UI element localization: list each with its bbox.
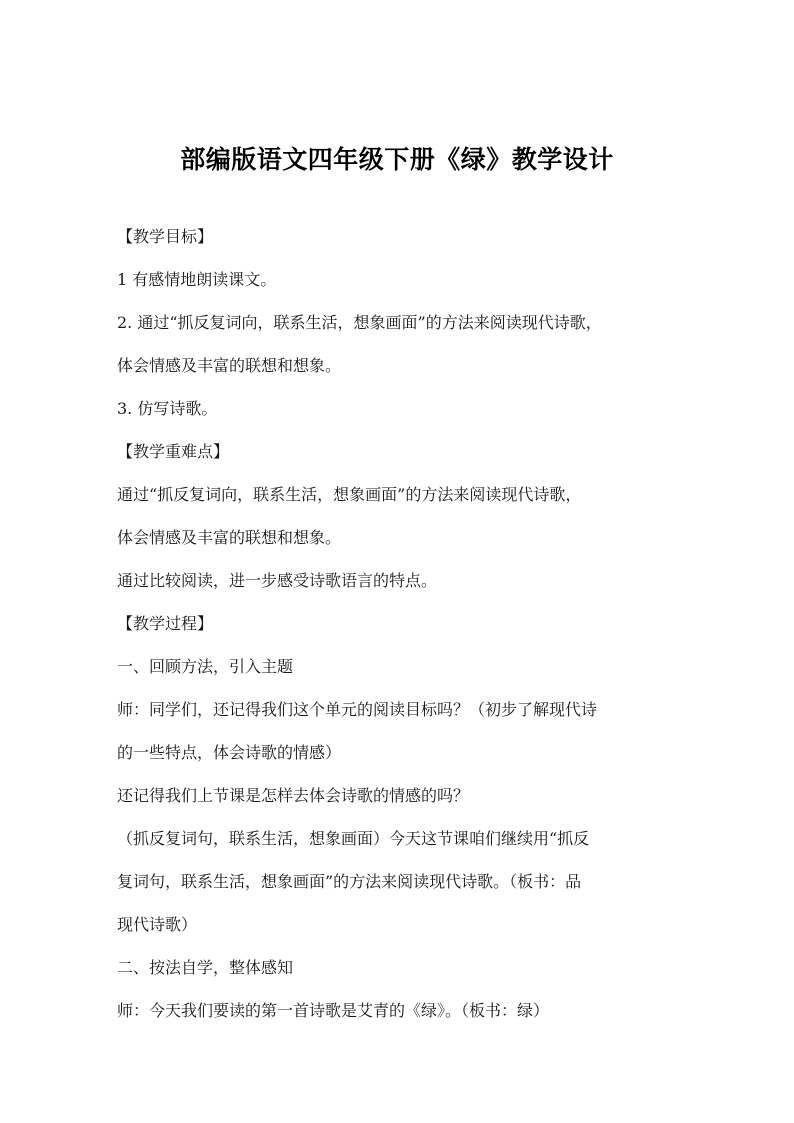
process-step-1-heading: 一、回顾方法，引入主题 bbox=[117, 657, 294, 676]
section-heading-objectives: 【教学目标】 bbox=[117, 227, 214, 246]
objective-item-2: 2. 通过“抓反复词向，联系生活，想象画面”的方法来阅读现代诗歌， bbox=[117, 313, 602, 332]
key-point-1-continued: 体会情感及丰富的联想和想象。 bbox=[117, 528, 342, 547]
objective-item-2-continued: 体会情感及丰富的联想和想象。 bbox=[117, 356, 342, 375]
section-heading-key-points: 【教学重难点】 bbox=[117, 442, 230, 461]
document-body bbox=[117, 227, 692, 1044]
objective-item-1: 1 有感情地朗读课文。 bbox=[117, 270, 277, 289]
document-title: 部编版语文四年级下册《绿》教学设计 bbox=[180, 145, 614, 174]
teacher-line-3-continued: 复词句，联系生活，想象画面”的方法来阅读现代诗歌。（板书：品 bbox=[117, 872, 582, 891]
key-point-2: 通过比较阅读，进一步感受诗歌语言的特点。 bbox=[117, 571, 438, 590]
teacher-line-3-end: 现代诗歌） bbox=[117, 915, 198, 934]
process-step-2-heading: 二、按法自学，整体感知 bbox=[117, 958, 294, 977]
objective-item-3: 3. 仿写诗歌。 bbox=[117, 399, 218, 418]
teacher-line-1: 师：同学们，还记得我们这个单元的阅读目标吗？（初步了解现代诗 bbox=[117, 700, 598, 719]
section-heading-process: 【教学过程】 bbox=[117, 614, 214, 633]
teacher-line-1-continued: 的一些特点，体会诗歌的情感） bbox=[117, 743, 342, 762]
key-point-1: 通过“抓反复词向，联系生活，想象画面”的方法来阅读现代诗歌， bbox=[117, 485, 582, 504]
teacher-line-4: 师：今天我们要读的第一首诗歌是艾青的《绿》。（板书：绿） bbox=[117, 1001, 550, 1020]
teacher-line-3: （抓反复词句，联系生活，想象画面）今天这节课咱们继续用“抓反 bbox=[117, 829, 590, 848]
teacher-line-2: 还记得我们上节课是怎样去体会诗歌的情感的吗？ bbox=[117, 786, 470, 805]
